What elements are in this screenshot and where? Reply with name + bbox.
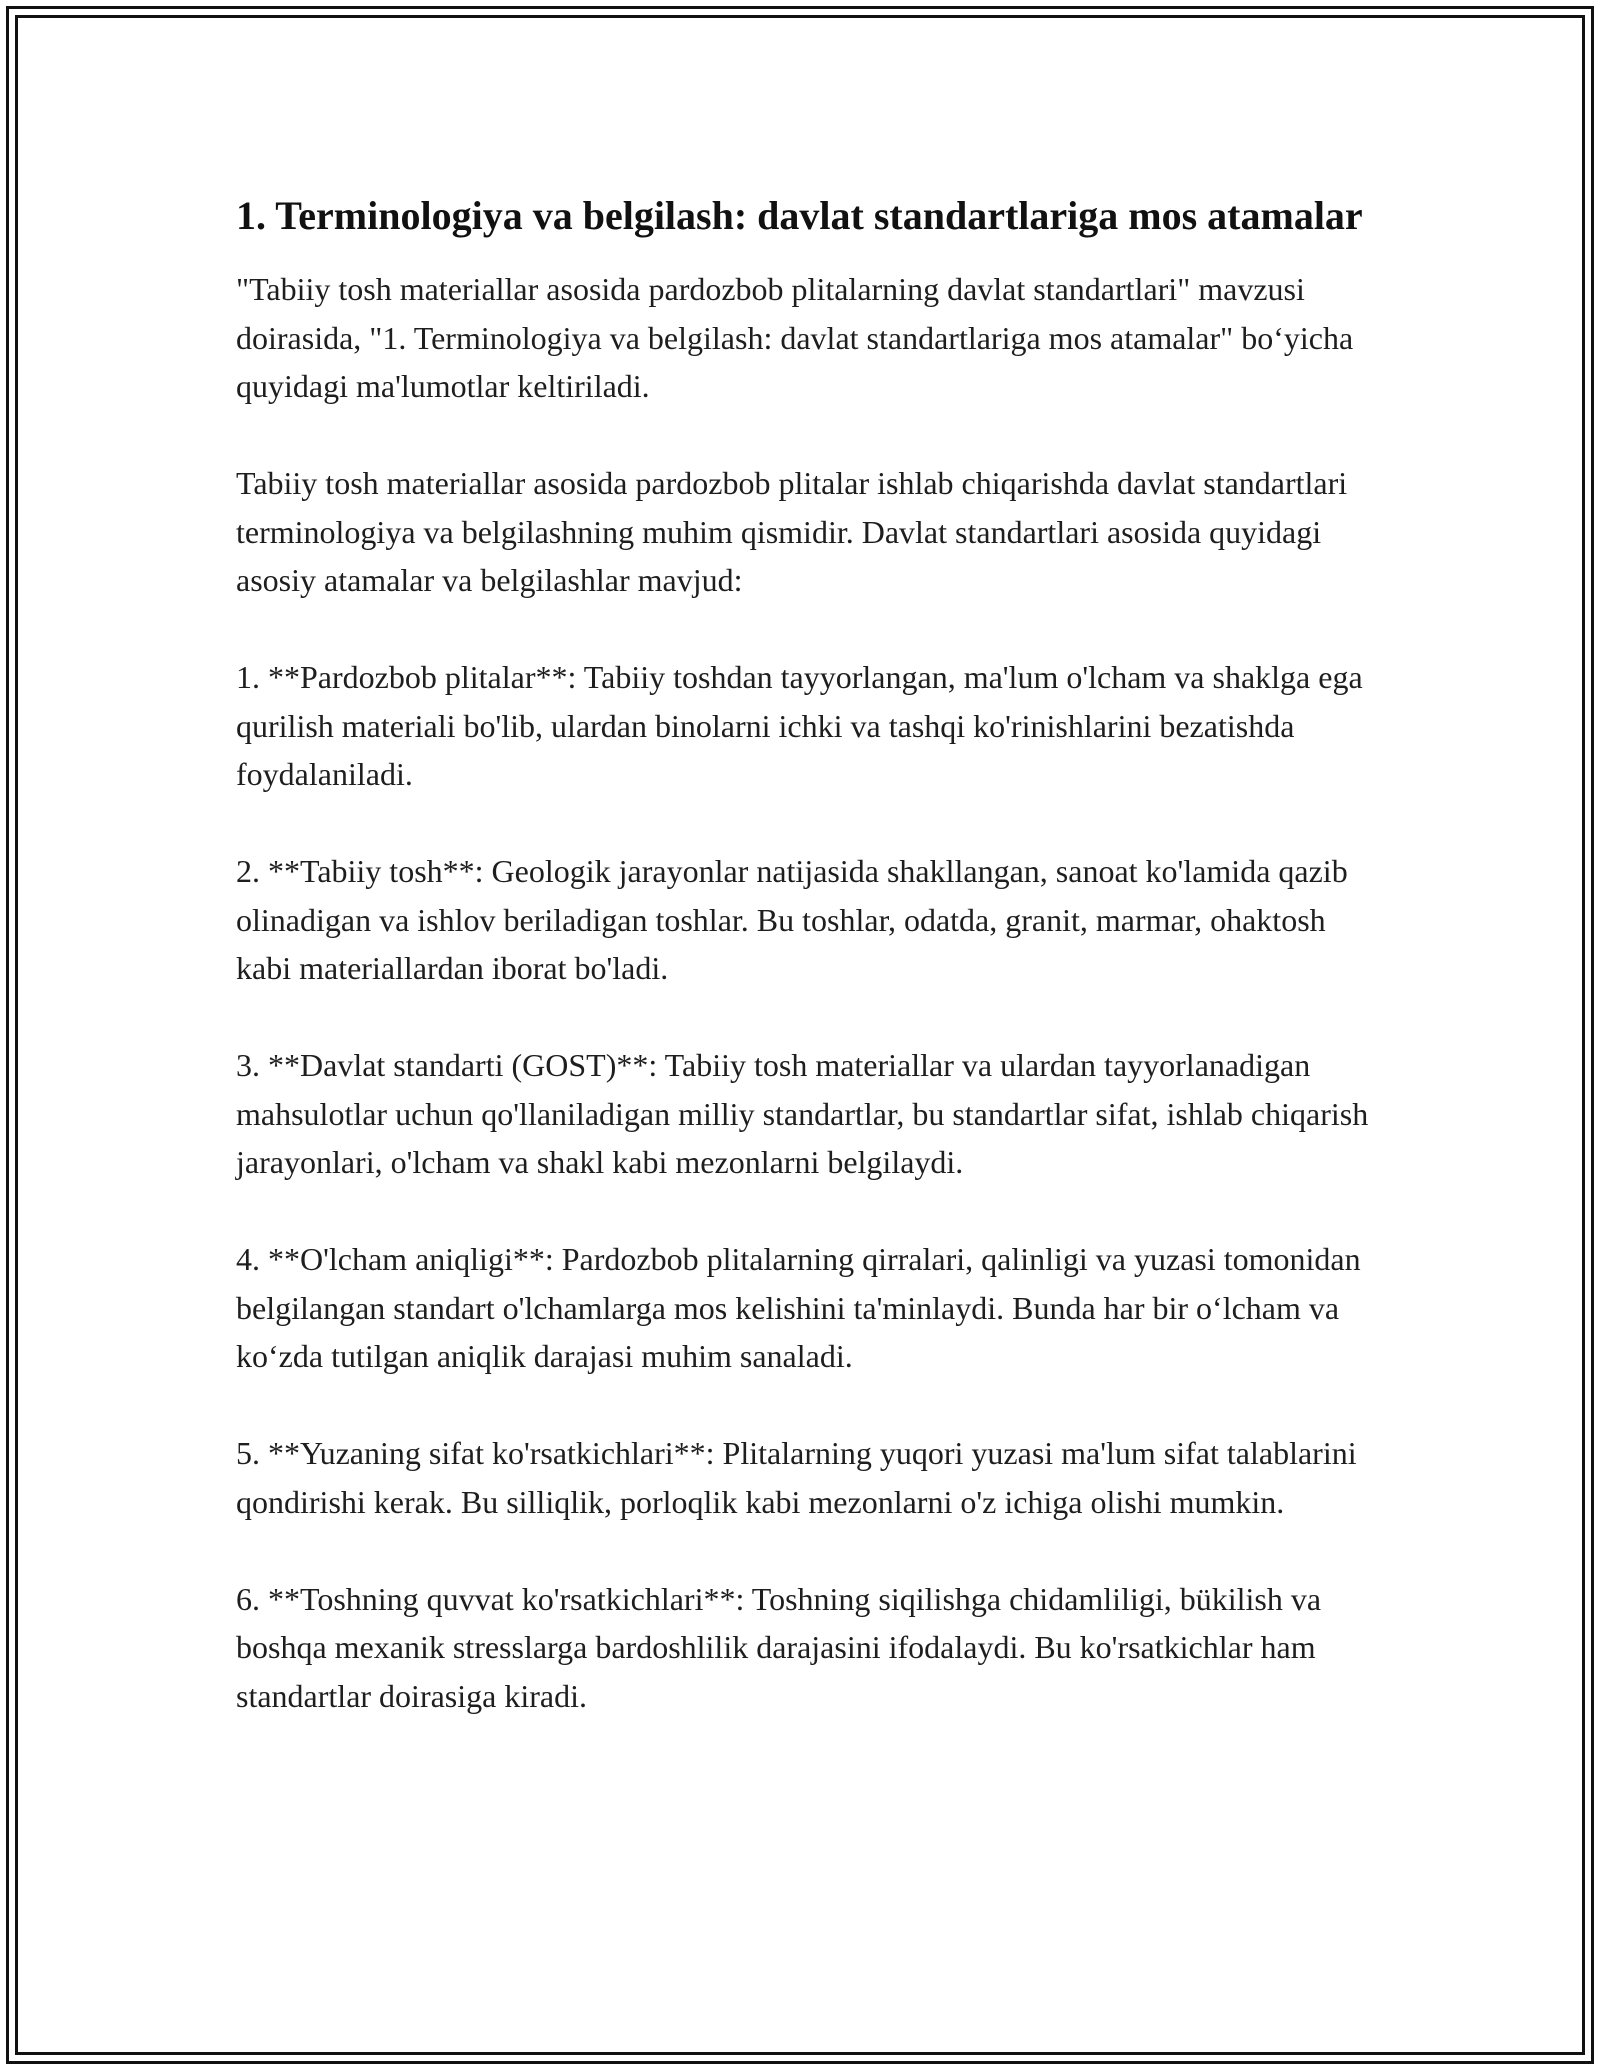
- term-item-olcham-aniqligi: 4. **O'lcham aniqligi**: Pardozbob plitalarning qirralari, qalinligi va yuzasi tomonidan belgilangan standart o'lchamlarga mos kelishini ta'minlaydi. Bunda har bir o‘lcham va ko‘zda tutilgan aniqlik darajasi muhim sanaladi.: [236, 1241, 1361, 1374]
- document-body: [236, 188, 1386, 1720]
- term-item-toshning-quvvat: 6. **Toshning quvvat ko'rsatkichlari**: Toshning siqilishga chidamliligi, bükilish va boshqa mexanik stresslarga bardoshlilik darajasini ifodalaydi. Bu ko'rsatkichlar ham standartlar doirasiga kiradi.: [236, 1580, 1322, 1714]
- intro-paragraph: "Tabiiy tosh materiallar asosida pardozbob plitalarning davlat standartlari" mavzusi doirasida, "1. Terminologiya va belgilash: davlat standartlariga mos atamalar" bo‘yicha quyidagi ma'lumotlar keltiriladi.: [236, 271, 1354, 404]
- document-title: 1. Terminologiya va belgilash: davlat standartlariga mos atamalar: [236, 193, 1363, 238]
- term-item-yuzaning-sifat: 5. **Yuzaning sifat ko'rsatkichlari**: Plitalarning yuqori yuzasi ma'lum sifat talablarini qondirishi kerak. Bu silliqlik, porloqlik kabi mezonlarni o'z ichiga olishi mumkin.: [236, 1435, 1357, 1520]
- term-item-davlat-standarti: 3. **Davlat standarti (GOST)**: Tabiiy tosh materiallar va ulardan tayyorlanadigan mahsulotlar uchun qo'llaniladigan milliy standartlar, bu standartlar sifat, ishlab chiqarish jarayonlari, o'lcham va shakl kabi mezonlarni belgilaydi.: [236, 1047, 1369, 1180]
- term-item-pardozbob-plitalar: 1. **Pardozbob plitalar**: Tabiiy toshdan tayyorlangan, ma'lum o'lcham va shaklga ega qurilish materiali bo'lib, ulardan binolarni ichki va tashqi ko'rinishlarini bezatishda foydalaniladi.: [236, 659, 1363, 792]
- term-item-tabiiy-tosh: 2. **Tabiiy tosh**: Geologik jarayonlar natijasida shakllangan, sanoat ko'lamida qazib olinadigan va ishlov beriladigan toshlar. Bu toshlar, odatda, granit, marmar, ohaktosh kabi materiallardan iborat bo'ladi.: [236, 853, 1348, 986]
- overview-paragraph: Tabiiy tosh materiallar asosida pardozbob plitalar ishlab chiqarishda davlat standartlari terminologiya va belgilashning muhim qismidir. Davlat standartlari asosida quyidagi asosiy atamalar va belgilashlar mavjud:: [236, 465, 1348, 598]
